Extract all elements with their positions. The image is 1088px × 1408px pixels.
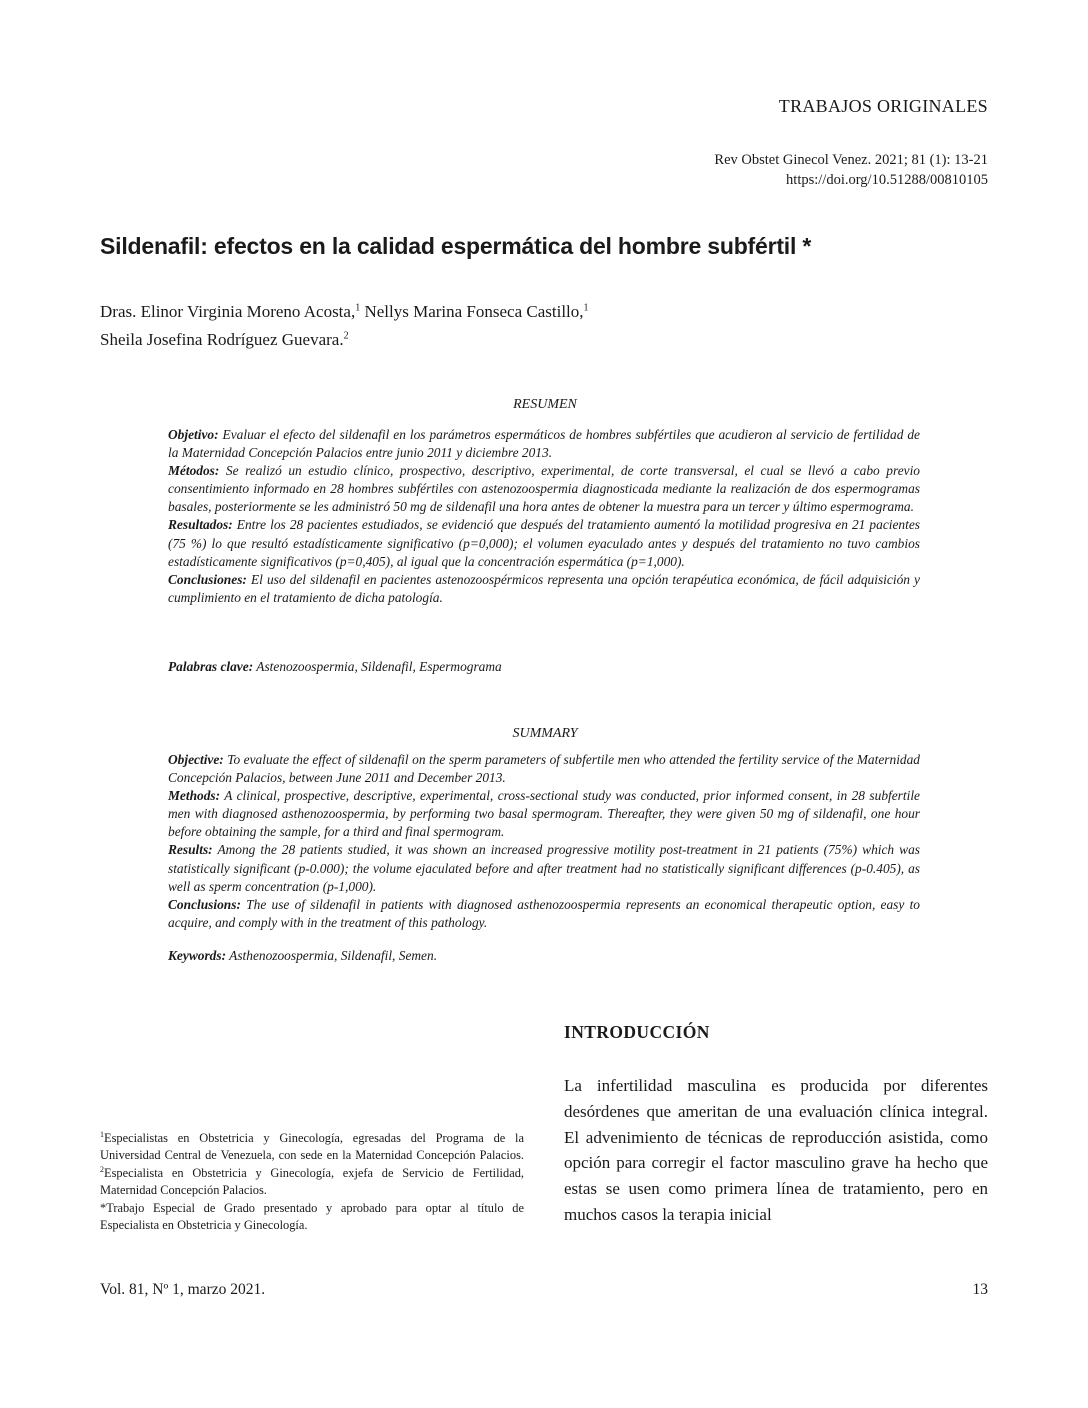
summary-results — [168, 841, 920, 895]
summary-methods-label: Methods: — [168, 788, 221, 804]
footnote-thesis: *Trabajo Especial de Grado presentado y aprobado para optar al título de Especialista en Obstetricia y Ginecología. — [100, 1200, 524, 1233]
resumen-conclusiones-text: El uso del sildenafil en pacientes astenozoospérmicos representa una opción terapéutica económica, de fácil adquisición y cumplimiento en el tratamiento de dicha patología. — [168, 571, 920, 605]
resumen-conclusiones — [168, 571, 920, 607]
resumen-keywords-text: Astenozoospermia, Sildenafil, Espermograma — [253, 659, 502, 674]
author-2: Nellys Marina Fonseca Castillo, — [360, 302, 584, 321]
summary-objective-text: To evaluate the effect of sildenafil on the sperm parameters of subfertile men who attended the fertility service of the Maternidad Concepción Palacios, between June 2011 and December 2013. — [168, 752, 920, 786]
article-title: Sildenafil: efectos en la calidad espermática del hombre subfértil * — [100, 233, 812, 259]
resumen-objetivo-label: Objetivo: — [168, 427, 219, 442]
resumen-keywords-label: Palabras clave: — [168, 659, 254, 674]
resumen-metodos — [168, 462, 920, 516]
resumen-objetivo-text: Evaluar el efecto del sildenafil en los parámetros espermáticos de hombres subfértiles que acudieron al servicio de fertilidad de la Maternidad Concepción Palacios entre junio 2011 y diciembre 2013. — [168, 427, 920, 461]
summary-results-text: Among the 28 patients studied, it was shown an increased progressive motility post-treatment in 21 patients (75%) which was statistically significant (p-0.000); the volume ejaculated before and after treatment had no statistically significant differences (p-0.405), as well as sperm concentration (p-1,000). — [168, 842, 920, 894]
section-label: TRABAJOS ORIGINALES — [778, 96, 988, 116]
summary-conclusions — [168, 896, 920, 932]
resumen-metodos-text: Se realizó un estudio clínico, prospectivo, descriptivo, experimental, de corte transversal, el cual se llevó a cabo previo consentimiento informado en 28 hombres subfértiles con astenozoospermia diagnosticada mediante la realización de dos espermogramas basales, posteriormente se les administró 50 mg de sildenafil una hora antes de obtener la muestra para un tercer y último espermograma. — [168, 463, 920, 515]
doi-link[interactable]: https://doi.org/10.51288/00810105 — [786, 172, 988, 188]
summary-keywords-text: Asthenozoospermia, Sildenafil, Semen. — [226, 948, 438, 963]
footnote-1-marker: 1 — [100, 1129, 104, 1139]
author-list — [100, 298, 990, 354]
authors-line-1 — [100, 298, 990, 326]
footer-volume: Vol. 81, Nº 1, marzo 2021. — [100, 1281, 266, 1298]
introduction-heading: INTRODUCCIÓN — [564, 1022, 710, 1042]
introduction-body — [564, 1073, 988, 1228]
summary-objective-label: Objective: — [168, 752, 224, 767]
resumen-resultados-text: Entre los 28 pacientes estudiados, se evidenció que después del tratamiento aumentó la motilidad progresiva en 21 pacientes (75 %) lo que resultó estadísticamente significativo (p=0,000); el volumen eyaculado antes y después del tratamiento no tuvo cambios estadísticamente significativos (p=0,405), al igual que la concentración espermática (p=1,000). — [168, 517, 920, 569]
introduction-paragraph: La infertilidad masculina es producida por diferentes desórdenes que ameritan de una evaluación clínica integral. El advenimiento de técnicas de reproducción asistida, como opción para corregir el factor masculino grave ha hecho que estas se usen como primera línea de tratamiento, pero en muchos casos la terapia inicial — [564, 1076, 988, 1224]
resumen-heading: RESUMEN — [513, 397, 577, 412]
summary-keywords-label: Keywords: — [168, 948, 227, 963]
resumen-resultados — [168, 516, 920, 570]
summary-methods — [168, 787, 920, 841]
journal-citation: Rev Obstet Ginecol Venez. 2021; 81 (1): 13-21 — [714, 152, 988, 168]
footnote-affiliations — [100, 1130, 524, 1200]
resumen-abstract — [168, 426, 920, 607]
footnote-2-text: Especialista en Obstetricia y Ginecología, exjefa de Servicio de Fertilidad, Maternidad Concepción Palacios. — [100, 1165, 524, 1198]
page-number: 13 — [972, 1281, 988, 1298]
author-2-affiliation: 1 — [583, 302, 589, 314]
author-1-affiliation: 1 — [355, 302, 361, 314]
summary-abstract — [168, 751, 920, 932]
footnote-1-text: Especialistas en Obstetricia y Ginecología, egresadas del Programa de la Universidad Central de Venezuela, con sede en la Maternidad Concepción Palacios. — [100, 1131, 524, 1163]
summary-keywords — [168, 948, 920, 964]
authors-line-2 — [100, 326, 990, 354]
summary-conclusions-text: The use of sildenafil in patients with diagnosed asthenozoospermia represents an economical therapeutic option, easy to acquire, and comply with in the treatment of this pathology. — [168, 896, 920, 930]
summary-conclusions-label: Conclusions: — [168, 896, 241, 912]
summary-results-label: Results: — [168, 842, 213, 858]
summary-methods-text: A clinical, prospective, descriptive, experimental, cross-sectional study was conducted, prior informed consent, in 28 subfertile men with diagnosed asthenozoospermia, by performing two basal spermogram. Thereafter, they were given 50 mg of sildenafil, one hour before obtaining the sample, for a third and final spermogram. — [168, 788, 920, 840]
footnote-2-marker: 2 — [100, 1164, 104, 1174]
summary-objective — [168, 751, 920, 787]
footnotes — [100, 1130, 524, 1234]
author-1: Dras. Elinor Virginia Moreno Acosta, — [100, 302, 356, 321]
citation-block — [714, 150, 988, 190]
resumen-metodos-label: Métodos: — [168, 463, 220, 479]
author-3-affiliation: 2 — [343, 330, 349, 342]
summary-heading: SUMMARY — [512, 726, 578, 741]
author-3: Sheila Josefina Rodríguez Guevara. — [100, 330, 344, 349]
resumen-resultados-label: Resultados: — [168, 517, 233, 533]
resumen-objetivo — [168, 426, 920, 462]
resumen-keywords — [168, 659, 920, 675]
resumen-conclusiones-label: Conclusiones: — [168, 571, 247, 587]
